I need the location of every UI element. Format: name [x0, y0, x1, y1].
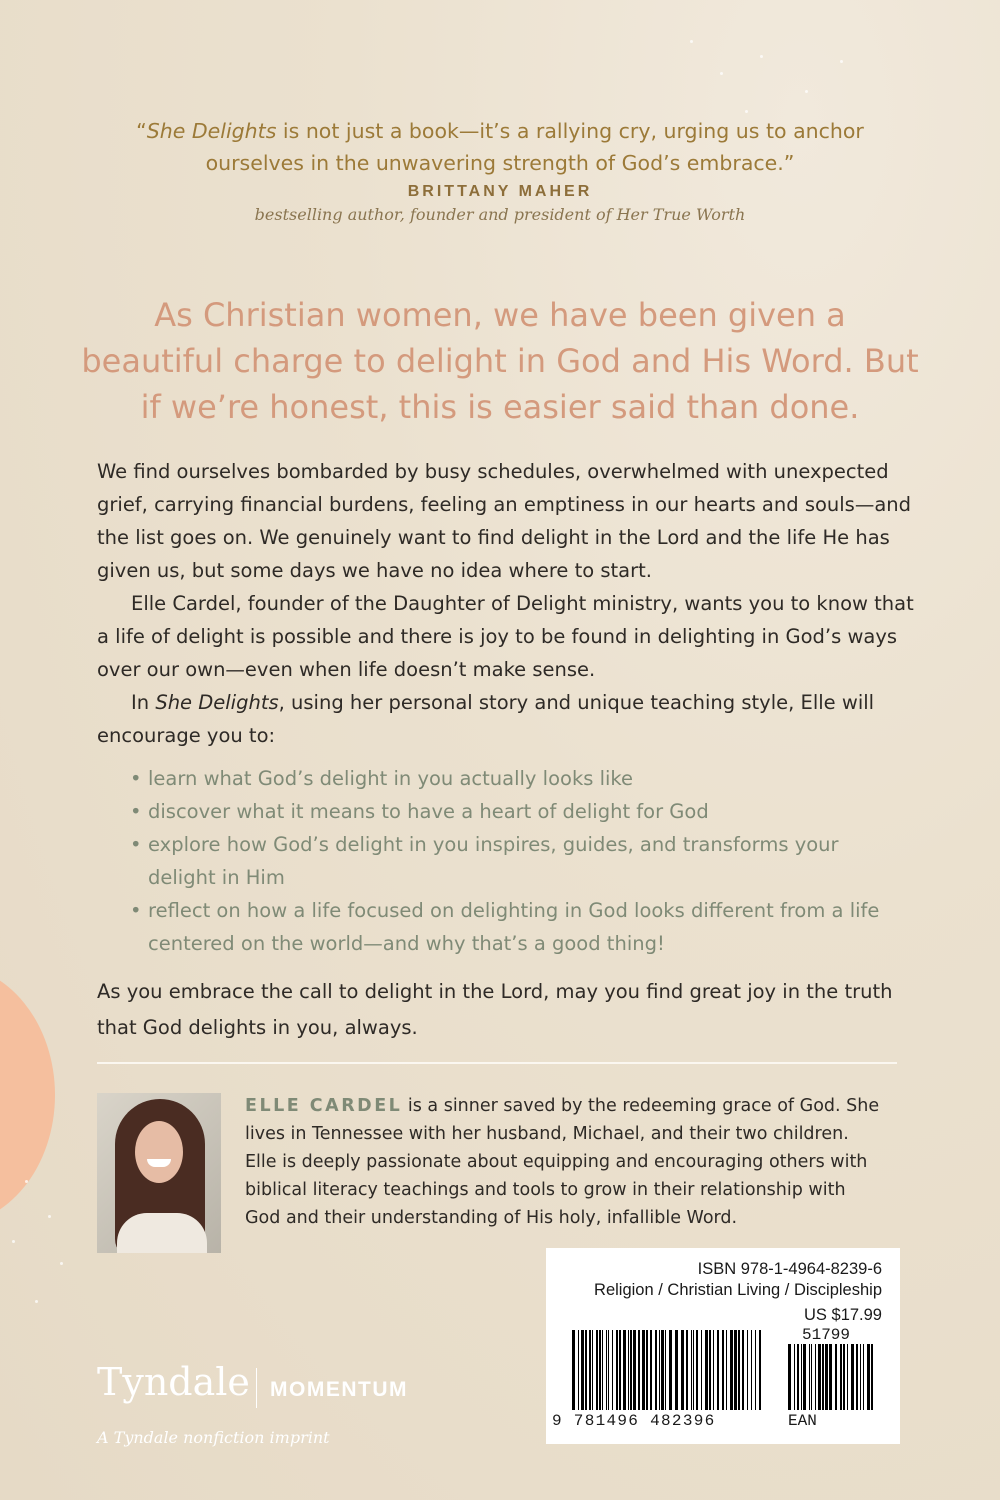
barcode-bar: [650, 1330, 652, 1410]
category: Religion / Christian Living / Discipleship: [594, 1281, 882, 1299]
barcode-bar: [616, 1330, 618, 1410]
description-paragraph: We find ourselves bombarded by busy schedules, overwhelmed with unexpected grief, carrying financial burdens, feeling an emptiness in our hearts and souls—and the list goes on. We genuinely want to find delight in the Lord and the life He has given us, but some days we have no idea where to start.: [97, 460, 912, 582]
barcode-bar: [856, 1344, 858, 1410]
barcode-bar: [822, 1344, 824, 1410]
endorsement-author-role: bestselling author, founder and president of Her True Worth: [254, 205, 746, 224]
barcode-bar: [738, 1330, 740, 1410]
barcode-bar: [818, 1344, 821, 1410]
endorsement-author: BRITTANY MAHER: [407, 183, 593, 200]
barcode-bar: [655, 1330, 657, 1410]
barcode-bar: [686, 1330, 688, 1410]
isbn: ISBN 978-1-4964-8239-6: [697, 1260, 882, 1278]
decorative-circle: [0, 965, 55, 1225]
sparkle: [25, 1180, 28, 1183]
barcode-bar: [665, 1330, 666, 1410]
barcode-bar: [730, 1330, 733, 1410]
barcode-bar: [705, 1330, 708, 1410]
barcode-bar: [669, 1330, 672, 1410]
barcode-bar: [840, 1344, 842, 1410]
sparkle: [48, 1215, 51, 1218]
barcode-bar: [606, 1330, 607, 1410]
barcode-bar: [630, 1330, 632, 1410]
bullet-icon: •: [130, 899, 142, 922]
barcode-bar: [759, 1330, 761, 1410]
description: [97, 455, 927, 752]
barcode-bar: [592, 1330, 593, 1410]
barcode-bar: [794, 1344, 795, 1410]
barcode-bar: [825, 1344, 828, 1410]
barcode-bar: [829, 1344, 832, 1410]
sparkle: [840, 60, 843, 63]
publisher-logo: Tyndale: [97, 1360, 250, 1404]
barcode-bar: [815, 1344, 816, 1410]
price-code: 51799: [802, 1326, 851, 1344]
barcode-bar: [851, 1344, 854, 1410]
barcode-bar: [713, 1330, 714, 1410]
barcode-bar: [847, 1344, 848, 1410]
endorsement: [100, 115, 900, 224]
author-bio: ELLE CARDEL is a sinner saved by the redeeming grace of God. She lives in Tennessee with her husband, Michael, and their two children. Elle is deeply passionate about equipping and encouraging others with biblical literacy teachings and tools to grow in their relationship with God and their understanding of His holy, infallible Word.: [245, 1096, 880, 1228]
closing-paragraph: As you embrace the call to delight in the Lord, may you find great joy in the truth that God delights in you, always.: [97, 980, 893, 1039]
barcode-bar: [619, 1330, 621, 1410]
barcode-bar: [628, 1330, 629, 1410]
barcode-bar: [612, 1330, 613, 1410]
description-paragraph: In She Delights, using her personal story and unique teaching style, Elle will encourage you to:: [97, 691, 875, 747]
description-paragraph: Elle Cardel, founder of the Daughter of Delight ministry, wants you to know that a life of delight is possible and there is joy to be found in delighting in God’s ways over our own—even when life doesn’t make sense.: [97, 592, 914, 681]
barcode-addon: [788, 1344, 874, 1410]
barcode-main: [572, 1330, 764, 1410]
barcode-bar: [681, 1330, 684, 1410]
barcode-bar: [661, 1330, 664, 1410]
barcode-bar: [608, 1330, 609, 1410]
barcode-bar: [602, 1330, 603, 1410]
barcode-bar: [642, 1330, 645, 1410]
list-item: • explore how God’s delight in you inspires, guides, and transforms your delight in Him: [130, 828, 890, 894]
logo-separator: [256, 1368, 257, 1408]
sparkle: [805, 90, 808, 93]
barcode-bar: [691, 1330, 692, 1410]
barcode-bar: [860, 1344, 861, 1410]
bullet-icon: •: [130, 833, 142, 856]
barcode-bar: [803, 1344, 806, 1410]
barcode-bar: [797, 1344, 799, 1410]
bullet-icon: •: [130, 800, 142, 823]
barcode-bar: [867, 1344, 870, 1410]
sparkle: [760, 55, 763, 58]
headline: As Christian women, we have been given a beautiful charge to delight in God and His Word. But if we’re honest, this is easier said than done.: [81, 296, 919, 426]
barcode-bar: [863, 1344, 864, 1410]
bullet-icon: •: [130, 767, 142, 790]
barcode-bar: [578, 1330, 579, 1410]
barcode-bar: [701, 1330, 702, 1410]
barcode-bar: [811, 1344, 812, 1410]
barcode-bar: [734, 1330, 737, 1410]
barcode-bar: [596, 1330, 598, 1410]
author-photo: [97, 1093, 221, 1253]
barcode-bar: [755, 1330, 756, 1410]
barcode-bar: [835, 1344, 837, 1410]
divider: [97, 1062, 897, 1064]
barcode-bar: [843, 1344, 845, 1410]
barcode-bar: [809, 1344, 810, 1410]
barcode-bar: [788, 1344, 791, 1410]
list-item: • reflect on how a life focused on delighting in God looks different from a life centered on the world—and why that’s a good thing!: [130, 894, 890, 960]
barcode-bar: [623, 1330, 626, 1410]
sparkle: [720, 72, 723, 75]
quote-book-title: She Delights: [146, 119, 277, 143]
barcode-bar: [693, 1330, 694, 1410]
barcode-bar: [742, 1330, 744, 1410]
barcode-bar: [599, 1330, 601, 1410]
barcode-bar: [871, 1344, 873, 1410]
barcode-bar: [717, 1330, 719, 1410]
bullet-list: [130, 762, 890, 960]
imprint-tagline: A Tyndale nonfiction imprint: [97, 1428, 330, 1447]
list-item: • learn what God’s delight in you actually looks like: [130, 762, 890, 795]
book-title-italic: She Delights: [155, 691, 279, 714]
endorsement-quote: “She Delights is not just a book—it’s a rallying cry, urging us to anchor ourselves in the unwavering strength of God’s embrace.”: [136, 119, 864, 175]
barcode-bar: [696, 1330, 698, 1410]
barcode-digits: 9 781496 482396: [552, 1412, 716, 1430]
barcode-bar: [646, 1330, 648, 1410]
list-item: • discover what it means to have a heart of delight for God: [130, 795, 890, 828]
barcode-bar: [709, 1330, 711, 1410]
barcode-bar: [589, 1330, 591, 1410]
sparkle: [745, 110, 748, 113]
price: US $17.99: [804, 1306, 882, 1324]
barcode-bar: [722, 1330, 724, 1410]
barcode-bar: [659, 1330, 660, 1410]
sparkle: [60, 1262, 63, 1265]
author-name: ELLE CARDEL: [245, 1096, 403, 1116]
barcode-bar: [747, 1330, 748, 1410]
barcode-bar: [726, 1330, 727, 1410]
barcode-bar: [638, 1330, 640, 1410]
barcode-bar: [572, 1330, 575, 1410]
barcode-panel: [546, 1248, 900, 1444]
barcode-bar: [585, 1330, 587, 1410]
barcode-bar: [581, 1330, 584, 1410]
imprint-name: MOMENTUM: [270, 1378, 408, 1401]
barcode-bar: [751, 1330, 752, 1410]
ean-label: EAN: [788, 1412, 817, 1430]
sparkle: [12, 1240, 15, 1243]
barcode-bar: [675, 1330, 678, 1410]
barcode-bar: [801, 1344, 802, 1410]
sparkle: [35, 1300, 38, 1303]
barcode-bar: [633, 1330, 636, 1410]
sparkle: [690, 40, 693, 43]
